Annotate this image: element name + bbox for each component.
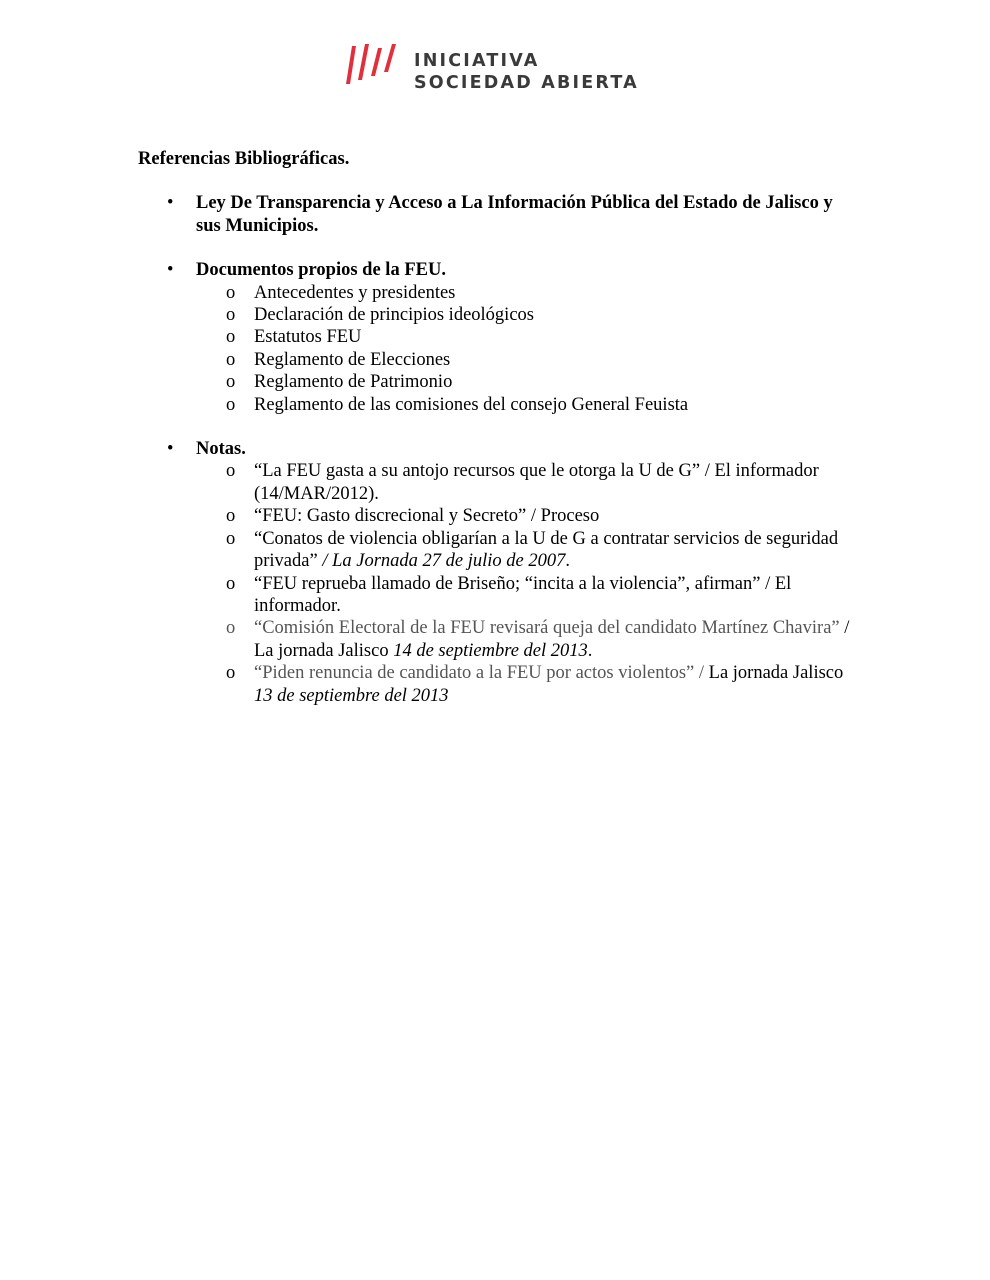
reference-title: Ley De Transparencia y Acceso a La Información Pública del Estado de Jalisco y sus Municipios. [196,193,833,236]
note-text: / La jornada Jalisco [254,618,850,661]
list-item [138,371,858,393]
note-text: “La FEU gasta a su antojo recursos que le otorga la U de G” / El informador (14/MAR/2012). [254,461,819,504]
document-body [138,148,858,707]
sub-marker: o [226,618,236,639]
note-item [138,460,858,505]
list-item-text: Estatutos FEU [254,327,362,348]
sub-marker: o [226,461,236,482]
note-text: “Conatos de violencia obligarían a la U de G a contratar servicios de seguridad privada” [254,528,839,572]
sub-marker: o [226,663,236,684]
bullet: • [167,439,174,460]
reference-title: Documentos propios de la FEU. [196,260,446,281]
logo-line-1: INICIATIVA [414,51,540,71]
note-item [138,662,858,707]
list-item [138,349,858,371]
note-text: “FEU reprueba llamado de Briseño; “incita a la violencia”, afirman” / El informador. [254,573,792,616]
list-item [138,394,858,416]
note-title: “Piden renuncia de candidato a la FEU por actos violentos” / [254,663,705,684]
list-item-text: Reglamento de Patrimonio [254,372,453,393]
logo-text [414,50,639,94]
logo-stroke-3 [371,48,382,76]
notes-list [138,460,858,706]
sub-marker: o [226,349,236,370]
logo [344,42,664,92]
note-text: “FEU: Gasto discrecional y Secreto” / Proceso [254,506,600,527]
logo-mark-icon [344,42,402,88]
list-item-text: Declaración de principios ideológicos [254,305,534,326]
list-item-text: Reglamento de las comisiones del consejo General Feuista [254,394,689,415]
sub-marker: o [226,528,236,549]
logo-stroke-4 [384,44,396,72]
sub-marker: o [226,372,236,393]
reference-title: Notas. [196,439,246,460]
references-heading: Referencias Bibliográficas. [138,149,350,169]
note-text: La jornada Jalisco [704,663,844,684]
note-source: 13 de septiembre del 2013 [254,685,449,706]
list-item [138,326,858,348]
note-item [138,573,858,618]
list-item [138,304,858,326]
note-title: “Comisión Electoral de la FEU revisará queja del candidato Martínez Chavira” [254,618,840,639]
list-item-text: Reglamento de Elecciones [254,349,451,370]
note-source: / La Jornada 27 de julio de 2007 [317,551,566,572]
sub-marker: o [226,282,236,303]
sub-marker: o [226,573,236,594]
bullet: • [167,193,174,214]
logo-stroke-1 [346,46,356,84]
sub-marker: o [226,506,236,527]
note-item [138,505,858,527]
feu-documents-list [138,282,858,416]
logo-line-2: SOCIEDAD ABIERTA [414,73,639,93]
list-item-text: Antecedentes y presidentes [254,282,456,303]
note-end: . [587,640,593,661]
note-source: 14 de septiembre del 2013 [393,640,588,661]
sub-marker: o [226,394,236,415]
reference-item-feu-documents [138,259,858,281]
note-end: . [565,551,570,572]
sub-marker: o [226,305,236,326]
sub-marker: o [226,327,236,348]
logo-stroke-2 [358,44,369,80]
list-item [138,282,858,304]
reference-item-notes [138,438,858,460]
note-item [138,617,858,662]
bullet: • [167,260,174,281]
reference-item-law [138,192,858,237]
note-item [138,528,858,573]
